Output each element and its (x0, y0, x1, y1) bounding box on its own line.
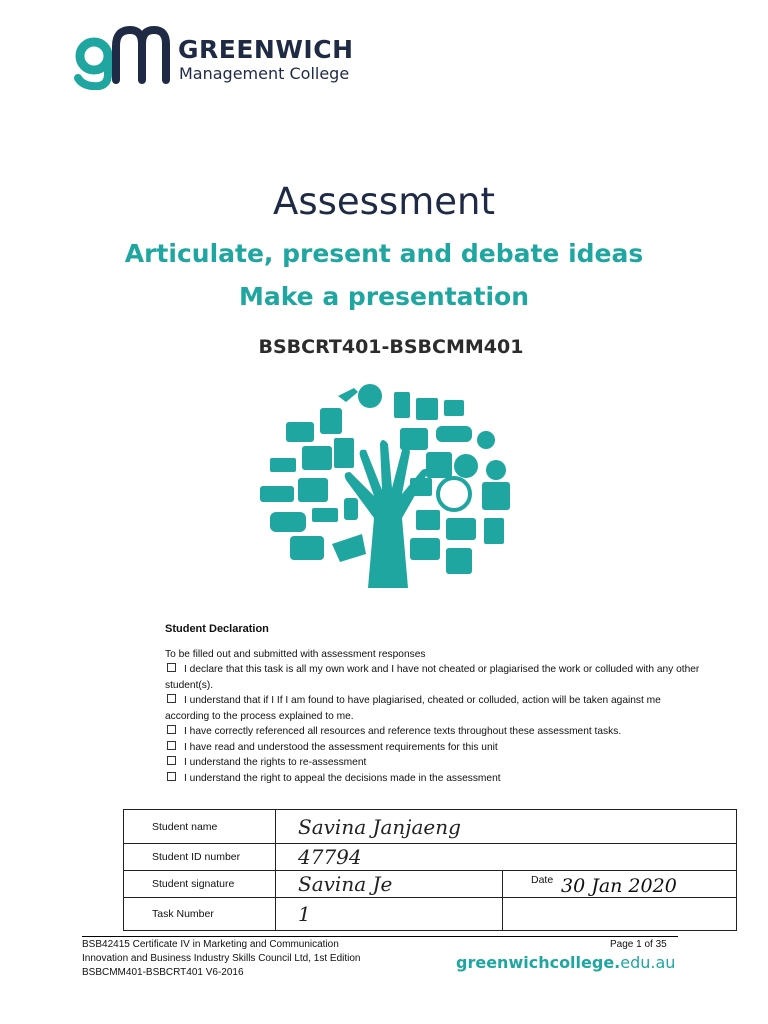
date-label: Date (531, 874, 554, 886)
checkbox[interactable] (167, 772, 176, 781)
student-id-label: Student ID number (124, 844, 276, 871)
logo-name: GREENWICH (178, 35, 354, 64)
declaration-item (165, 724, 705, 740)
declaration-intro: To be filled out and submitted with assessment responses (165, 648, 426, 660)
declaration-item (165, 755, 705, 771)
checkbox[interactable] (167, 694, 176, 703)
student-id-value[interactable]: 47794 (276, 844, 737, 871)
declaration-item (165, 693, 705, 724)
declaration-item (165, 771, 705, 787)
task-number-value[interactable]: 1 (276, 898, 503, 931)
page-title: Assessment (273, 180, 495, 223)
gm-logo-icon (70, 24, 170, 90)
declaration-heading: Student Declaration (165, 623, 269, 635)
task-number-label: Task Number (124, 898, 276, 931)
website-tld: edu.au (620, 953, 676, 972)
declaration-item-text: I have correctly referenced all resources and reference texts throughout these assessment tasks. (184, 726, 622, 737)
student-name-value[interactable]: Savina Janjaeng (276, 810, 737, 844)
page-number: Page 1 of 35 (610, 939, 667, 950)
declaration-item-text: I understand that if I If I am found to have plagiarised, cheated or colluded, action will be taken against me according to the process explained to me. (165, 695, 661, 722)
declaration-item-text: I understand the right to appeal the decisions made in the assessment (184, 772, 501, 784)
footer-version: BSBCMM401-BSBCRT401 V6-2016 (82, 967, 244, 978)
footer-course: BSB42415 Certificate IV in Marketing and Communication (82, 939, 339, 950)
student-name-label: Student name (124, 810, 276, 844)
table-row (124, 844, 737, 871)
checkbox[interactable] (167, 725, 176, 734)
checkbox[interactable] (167, 741, 176, 750)
technology-tree-illustration (250, 368, 530, 588)
declaration-item-text: I declare that this task is all my own work and I have not cheated or plagiarised the work or colluded with any other student(s). (165, 664, 700, 691)
table-row (124, 871, 737, 898)
website-main: greenwichcollege. (456, 953, 621, 972)
student-signature-label: Student signature (124, 871, 276, 898)
checkbox[interactable] (167, 663, 176, 672)
table-row (124, 898, 737, 931)
footer-council: Innovation and Business Industry Skills Council Ltd, 1st Edition (82, 953, 361, 964)
subtitle-1: Articulate, present and debate ideas (124, 239, 644, 268)
checkbox[interactable] (167, 756, 176, 765)
empty-cell (503, 898, 737, 931)
footer-divider (82, 936, 678, 937)
college-logo (70, 24, 370, 94)
subtitle-2: Make a presentation (238, 282, 530, 311)
declaration-item-text: I understand the rights to re-assessment (184, 757, 367, 768)
logo-subtitle: Management College (179, 64, 350, 83)
student-info-table (123, 809, 737, 931)
date-value[interactable]: 30 Jan 2020 (561, 875, 677, 897)
student-signature-value[interactable]: Savina Je (276, 871, 503, 898)
student-declaration (165, 622, 705, 786)
unit-code: BSBCRT401-BSBCMM401 (258, 336, 524, 358)
declaration-item (165, 662, 705, 693)
table-row (124, 810, 737, 844)
declaration-item-text: I have read and understood the assessment requirements for this unit (184, 741, 498, 753)
declaration-item (165, 740, 705, 756)
college-website-link[interactable] (456, 953, 675, 972)
date-cell (503, 871, 737, 898)
